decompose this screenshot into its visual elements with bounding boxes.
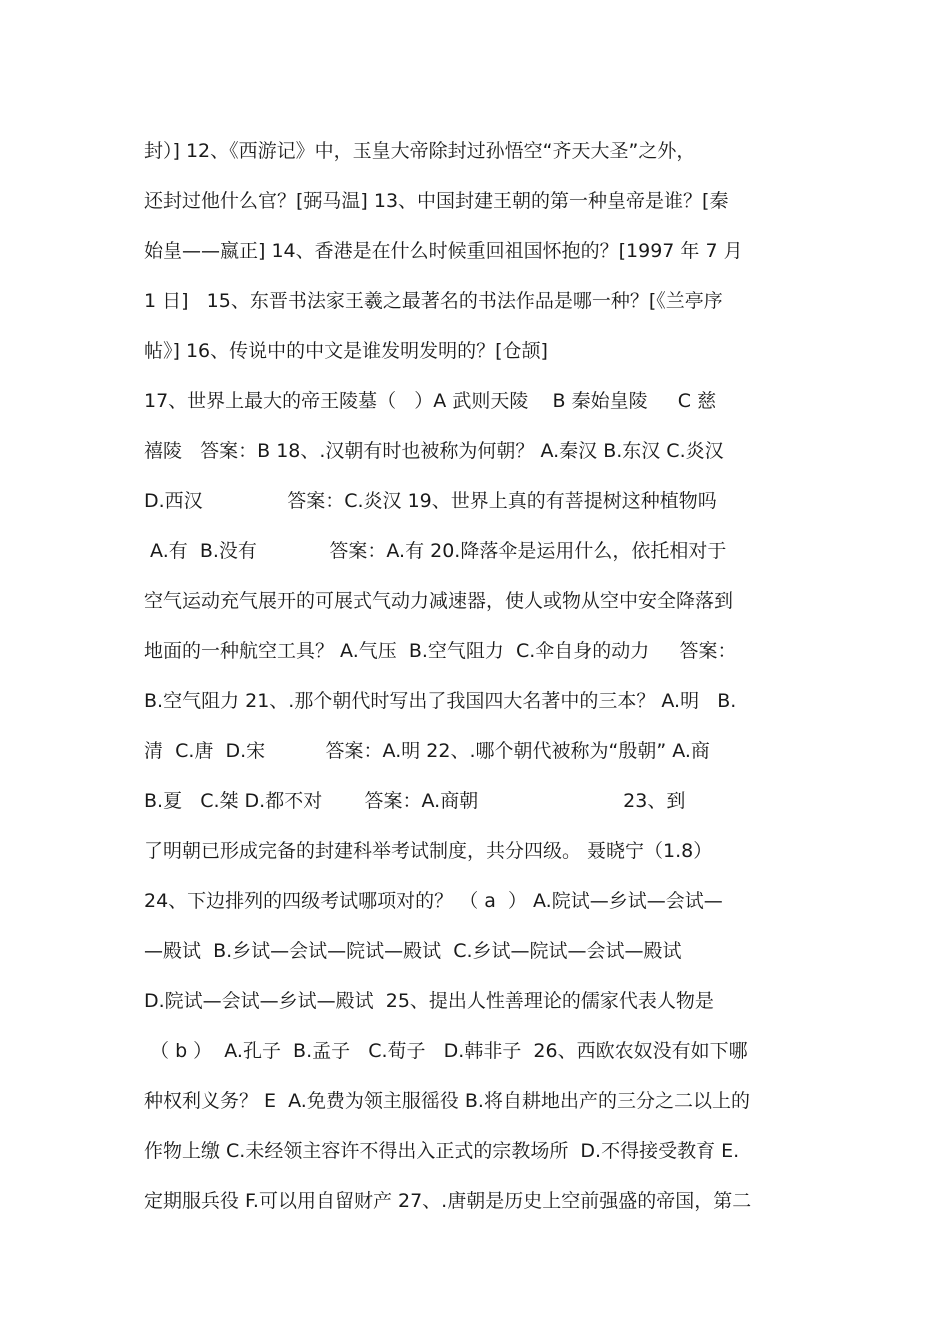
text-line: A.有 B.没有 答案：A.有 20.降落伞是运用什么，依托相对于 xyxy=(144,540,727,562)
text-line: 定期服兵役 F.可以用自留财产 27、.唐朝是历史上空前强盛的帝国，第二 xyxy=(144,1190,752,1212)
text-line: 还封过他什么官？[弼马温] 13、中国封建王朝的第一种皇帝是谁？[秦 xyxy=(144,190,729,212)
text-line: 始皇——嬴正] 14、香港是在什么时候重回祖国怀抱的？[1997 年 7 月 xyxy=(144,240,743,262)
text-line: 封）] 12、《西游记》中，玉皇大帝除封过孙悟空“齐天大圣”之外， xyxy=(144,140,696,162)
text-line: 地面的一种航空工具？ A.气压 B.空气阻力 C.伞自身的动力 答案： xyxy=(144,640,737,662)
text-line: 空气运动充气展开的可展式气动力减速器，使人或物从空中安全降落到 xyxy=(144,590,734,612)
text-line: 帖》] 16、传说中的中文是谁发明发明的？[仓颉] xyxy=(144,340,548,362)
text-line: 了明朝已形成完备的封建科举考试制度，共分四级。 聂晓宁（1.8） xyxy=(144,840,713,862)
text-line: —殿试 B.乡试—会试—院试—殿试 C.乡试—院试—会试—殿试 xyxy=(144,940,682,962)
text-line: 17、世界上最大的帝王陵墓（ ）A 武则天陵 B 秦始皇陵 C 慈 xyxy=(144,390,717,412)
text-line: （ b ） A.孔子 B.孟子 C.荀子 D.韩非子 26、西欧农奴没有如下哪 xyxy=(144,1040,748,1062)
quiz-text-body xyxy=(144,126,808,1226)
text-line: D.西汉 答案：C.炎汉 19、世界上真的有菩提树这种植物吗 xyxy=(144,490,717,512)
text-line: 24、下边排列的四级考试哪项对的？ （ a ） A.院试—乡试—会试— xyxy=(144,890,723,912)
text-line: 禧陵 答案：B 18、.汉朝有时也被称为何朝？ A.秦汉 B.东汉 C.炎汉 xyxy=(144,440,724,462)
text-line: B.夏 C.桀 D.都不对 答案：A.商朝 23、到 xyxy=(144,790,686,812)
text-line: 清 C.唐 D.宋 答案：A.明 22、.哪个朝代被称为“殷朝” A.商 xyxy=(144,740,710,762)
text-line: 种权利义务？ E A.免费为领主服徭役 B.将自耕地出产的三分之二以上的 xyxy=(144,1090,750,1112)
text-line: D.院试—会试—乡试—殿试 25、提出人性善理论的儒家代表人物是 xyxy=(144,990,714,1012)
text-line: 作物上缴 C.未经领主容许不得出入正式的宗教场所 D.不得接受教育 E. xyxy=(144,1140,740,1162)
text-line: B.空气阻力 21、.那个朝代时写出了我国四大名著中的三本？ A.明 B. xyxy=(144,690,737,712)
text-line: 1 日] 15、东晋书法家王羲之最著名的书法作品是哪一种？[《兰亭序 xyxy=(144,290,723,312)
